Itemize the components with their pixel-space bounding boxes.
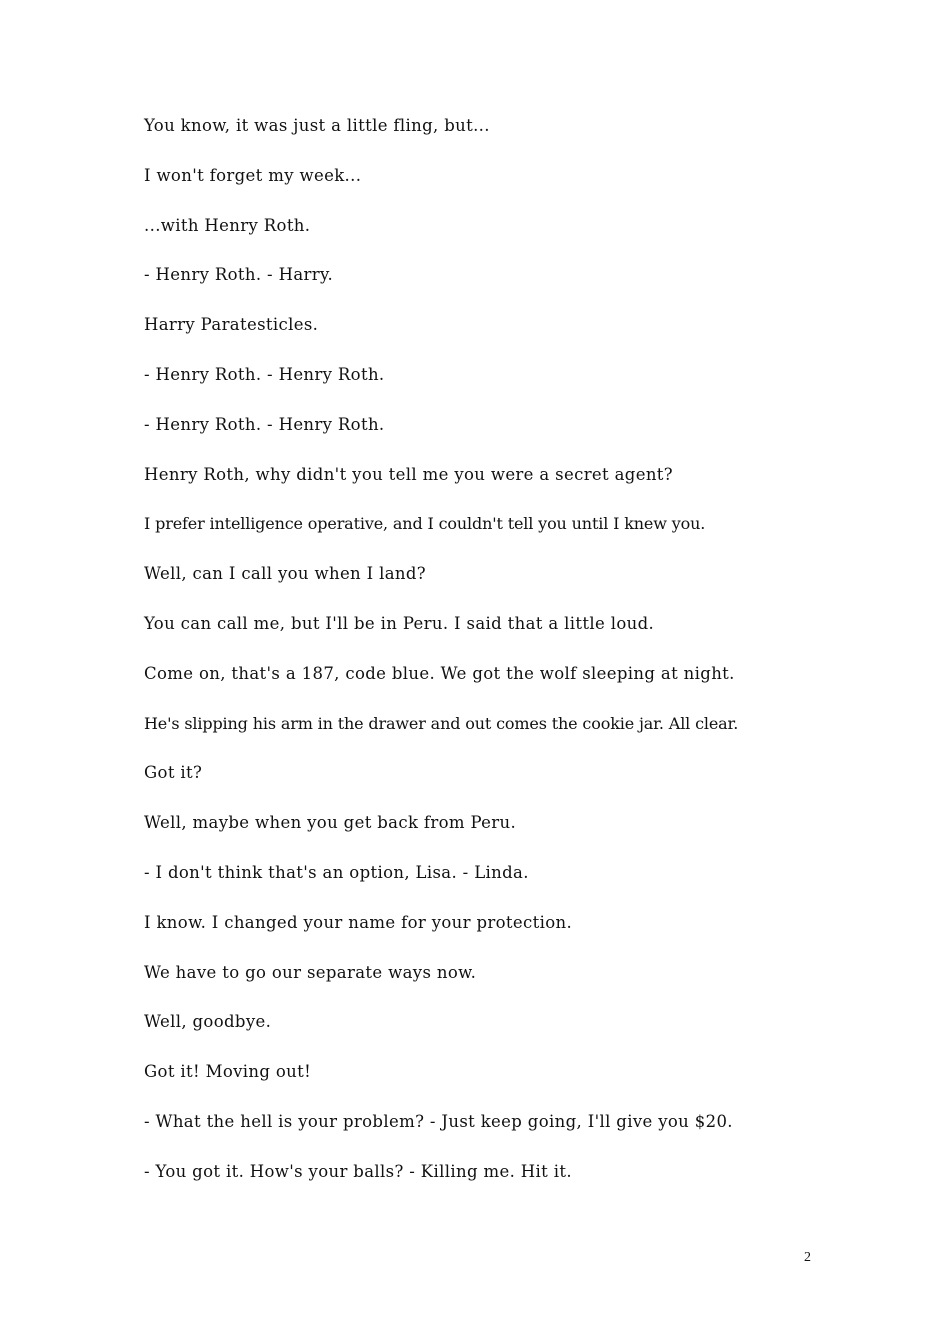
dialogue-line: I won't forget my week... [144,165,362,185]
dialogue-line: Harry Paratesticles. [144,315,319,335]
dialogue-line: - You got it. How's your balls? - Killing me. Hit it. [144,1161,572,1181]
dialogue-line: Got it! Moving out! [144,1062,312,1082]
dialogue-line: He's slipping his arm in the drawer and out comes the cookie jar. All clear. [144,713,739,733]
dialogue-line: Henry Roth, why didn't you tell me you were a secret agent? [144,464,673,484]
dialogue-line: I prefer intelligence operative, and I couldn't tell you until I knew you. [144,514,706,534]
dialogue-line: - I don't think that's an option, Lisa. - Linda. [144,862,529,882]
dialogue-line: - Henry Roth. - Henry Roth. [144,364,385,384]
dialogue-line: You know, it was just a little fling, but... [144,116,490,135]
dialogue-lines [144,113,824,1209]
dialogue-line: I know. I changed your name for your protection. [144,912,573,932]
dialogue-line: Got it? [144,763,203,783]
dialogue-line: - Henry Roth. - Henry Roth. [144,414,385,434]
dialogue-line: Well, can I call you when I land? [144,564,426,584]
page-number: 2 [804,1250,811,1265]
dialogue-line: Well, maybe when you get back from Peru. [144,813,517,833]
dialogue-line: - What the hell is your problem? - Just keep going, I'll give you $20. [144,1111,733,1131]
dialogue-line: Come on, that's a 187, code blue. We got the wolf sleeping at night. [144,663,735,683]
dialogue-line: ...with Henry Roth. [144,215,311,235]
dialogue-line: - Henry Roth. - Harry. [144,265,334,285]
dialogue-line: You can call me, but I'll be in Peru. I said that a little loud. [144,613,655,633]
dialogue-line: We have to go our separate ways now. [144,962,477,982]
dialogue-line: Well, goodbye. [144,1012,272,1032]
